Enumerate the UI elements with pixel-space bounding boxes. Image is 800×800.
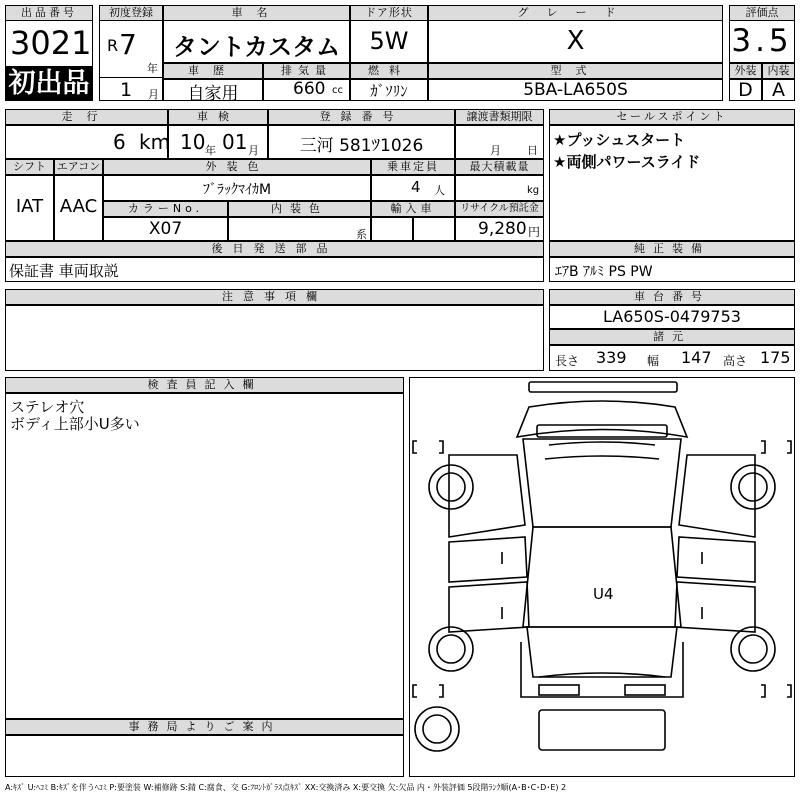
- recycle-unit: 円: [528, 225, 541, 239]
- later-parts: 保証書 車両取説: [9, 262, 119, 280]
- color: ﾌﾞﾗｯｸﾏｲｶM: [202, 182, 272, 198]
- inspector-line-1: ステレオ穴: [10, 398, 85, 416]
- first-reg-year: 7: [119, 28, 137, 61]
- notes-box: [5, 305, 544, 371]
- later-parts-label: 後日発送部品: [5, 241, 544, 257]
- displacement-label: 排気量: [263, 63, 350, 79]
- door-type: 5W: [369, 27, 409, 55]
- plate-label: 登録番号: [268, 109, 455, 125]
- chassis-label: 車台番号: [549, 289, 795, 305]
- exterior-grade: D: [738, 79, 753, 101]
- score-label: 評価点: [729, 5, 795, 21]
- history-label: 車歴: [163, 63, 263, 79]
- transfer-day-unit: 日: [527, 144, 538, 157]
- spec-label: 諸元: [549, 329, 795, 345]
- month-unit: 月: [148, 88, 159, 101]
- interior-color-cell: [228, 217, 371, 241]
- fuel: ｶﾞｿﾘﾝ: [370, 82, 408, 100]
- inspection-year-unit: 年: [205, 144, 216, 157]
- sales-point-1: ★プッシュスタート: [553, 131, 686, 149]
- exterior-label: 外装: [729, 63, 762, 79]
- ac-label: エアコン: [54, 159, 103, 175]
- interior-label: 内装: [762, 63, 795, 79]
- sales-point-2: ★両側パワースライド: [553, 153, 701, 171]
- seats-unit: 人: [434, 184, 445, 197]
- shift: IAT: [15, 196, 44, 217]
- damage-mark-u4: U4: [593, 585, 614, 603]
- model-label: 型式: [428, 63, 723, 79]
- aircon: AAC: [59, 196, 98, 217]
- office-label: 事務局よりご案内: [5, 719, 404, 735]
- interior-color-label: 内装色: [228, 201, 371, 217]
- transfer-month-unit: 月: [490, 144, 501, 157]
- mileage-unit: km: [139, 130, 171, 154]
- inspector-label: 検査員記入欄: [5, 377, 404, 393]
- inspection-year: 10: [180, 130, 206, 154]
- transfer-doc-label: 譲渡書類期限: [455, 109, 544, 125]
- lot-number-label: 出品番号: [5, 5, 93, 21]
- grade-label: グレード: [428, 5, 723, 21]
- lot-number: 3021: [10, 24, 92, 62]
- seats: 4: [411, 178, 421, 196]
- max-load-unit: kg: [527, 185, 540, 196]
- door-label: ドア形状: [350, 5, 428, 21]
- chassis-number: LA650S-0479753: [603, 307, 741, 326]
- car-name: タントカスタム: [172, 33, 341, 61]
- import-cell-b: [413, 217, 455, 241]
- color-label: 外装色: [103, 159, 371, 175]
- legend: A:ｷｽﾞ U:ﾍｺﾐ B:ｷｽﾞを伴うﾍｺﾐ P:要塗装 W:補修跡 S:錆 C:腐食、交 G:ﾌﾛﾝﾄｶﾞﾗｽ点ｷｽﾞ XX:交換済み X:要交換 欠:欠品 内・外装評価 5段階ﾗﾝｸ順(A･B･C･D･E) 2: [5, 783, 567, 792]
- mileage: 6: [113, 130, 126, 154]
- height-label: 高さ: [723, 354, 748, 368]
- color-no-label: カラーNo.: [103, 201, 228, 217]
- first-listing-badge: 初出品: [5, 66, 93, 101]
- sales-points-label: セールスポイント: [549, 109, 795, 125]
- max-load-label: 最大積載量: [455, 159, 544, 175]
- inspector-line-2: ボディ上部小U多い: [10, 415, 140, 433]
- first-reg-month: 1: [120, 79, 133, 101]
- plate-number: 三河 581ﾂ1026: [299, 136, 424, 156]
- grade: X: [566, 26, 585, 56]
- first-reg-label: 初度登録: [99, 5, 163, 21]
- spec-box: [549, 345, 795, 371]
- displacement: 660: [293, 79, 326, 99]
- recycle-fee: 9,280: [478, 219, 527, 239]
- interior-color-unit: 系: [356, 228, 367, 241]
- era: R: [107, 36, 119, 55]
- year-unit: 年: [147, 62, 158, 75]
- interior-grade: A: [772, 79, 785, 101]
- mileage-label: 走行: [5, 109, 168, 125]
- vehicle-diagram: [409, 377, 795, 777]
- color-no: X07: [148, 219, 183, 239]
- length-label: 長さ: [555, 354, 580, 368]
- office-box: [5, 735, 404, 777]
- model: 5BA-LA650S: [523, 80, 628, 100]
- seats-label: 乗車定員: [371, 159, 455, 175]
- inspection-month-unit: 月: [248, 144, 259, 157]
- recycle-label: リサイクル預託金: [455, 201, 544, 217]
- width: 147: [681, 348, 712, 367]
- car-name-label: 車名: [163, 5, 350, 21]
- inspection-month: 01: [222, 130, 248, 154]
- history: 自家用: [187, 84, 239, 104]
- inspector-box: [5, 393, 404, 719]
- width-label: 幅: [647, 354, 660, 368]
- notes-label: 注意事項欄: [5, 289, 544, 305]
- height: 175: [760, 348, 791, 367]
- score: 3.5: [731, 23, 793, 59]
- equipment: ｴｱB ｱﾙﾐ PS PW: [555, 264, 653, 280]
- fuel-label: 燃料: [350, 63, 428, 79]
- displacement-unit: cc: [332, 85, 343, 96]
- inspection-label: 車検: [168, 109, 268, 125]
- shift-label: シフト: [5, 159, 54, 175]
- import-cell-a: [371, 217, 413, 241]
- equipment-label: 純正装備: [549, 241, 795, 257]
- length: 339: [596, 348, 627, 367]
- import-label: 輸入車: [371, 201, 455, 217]
